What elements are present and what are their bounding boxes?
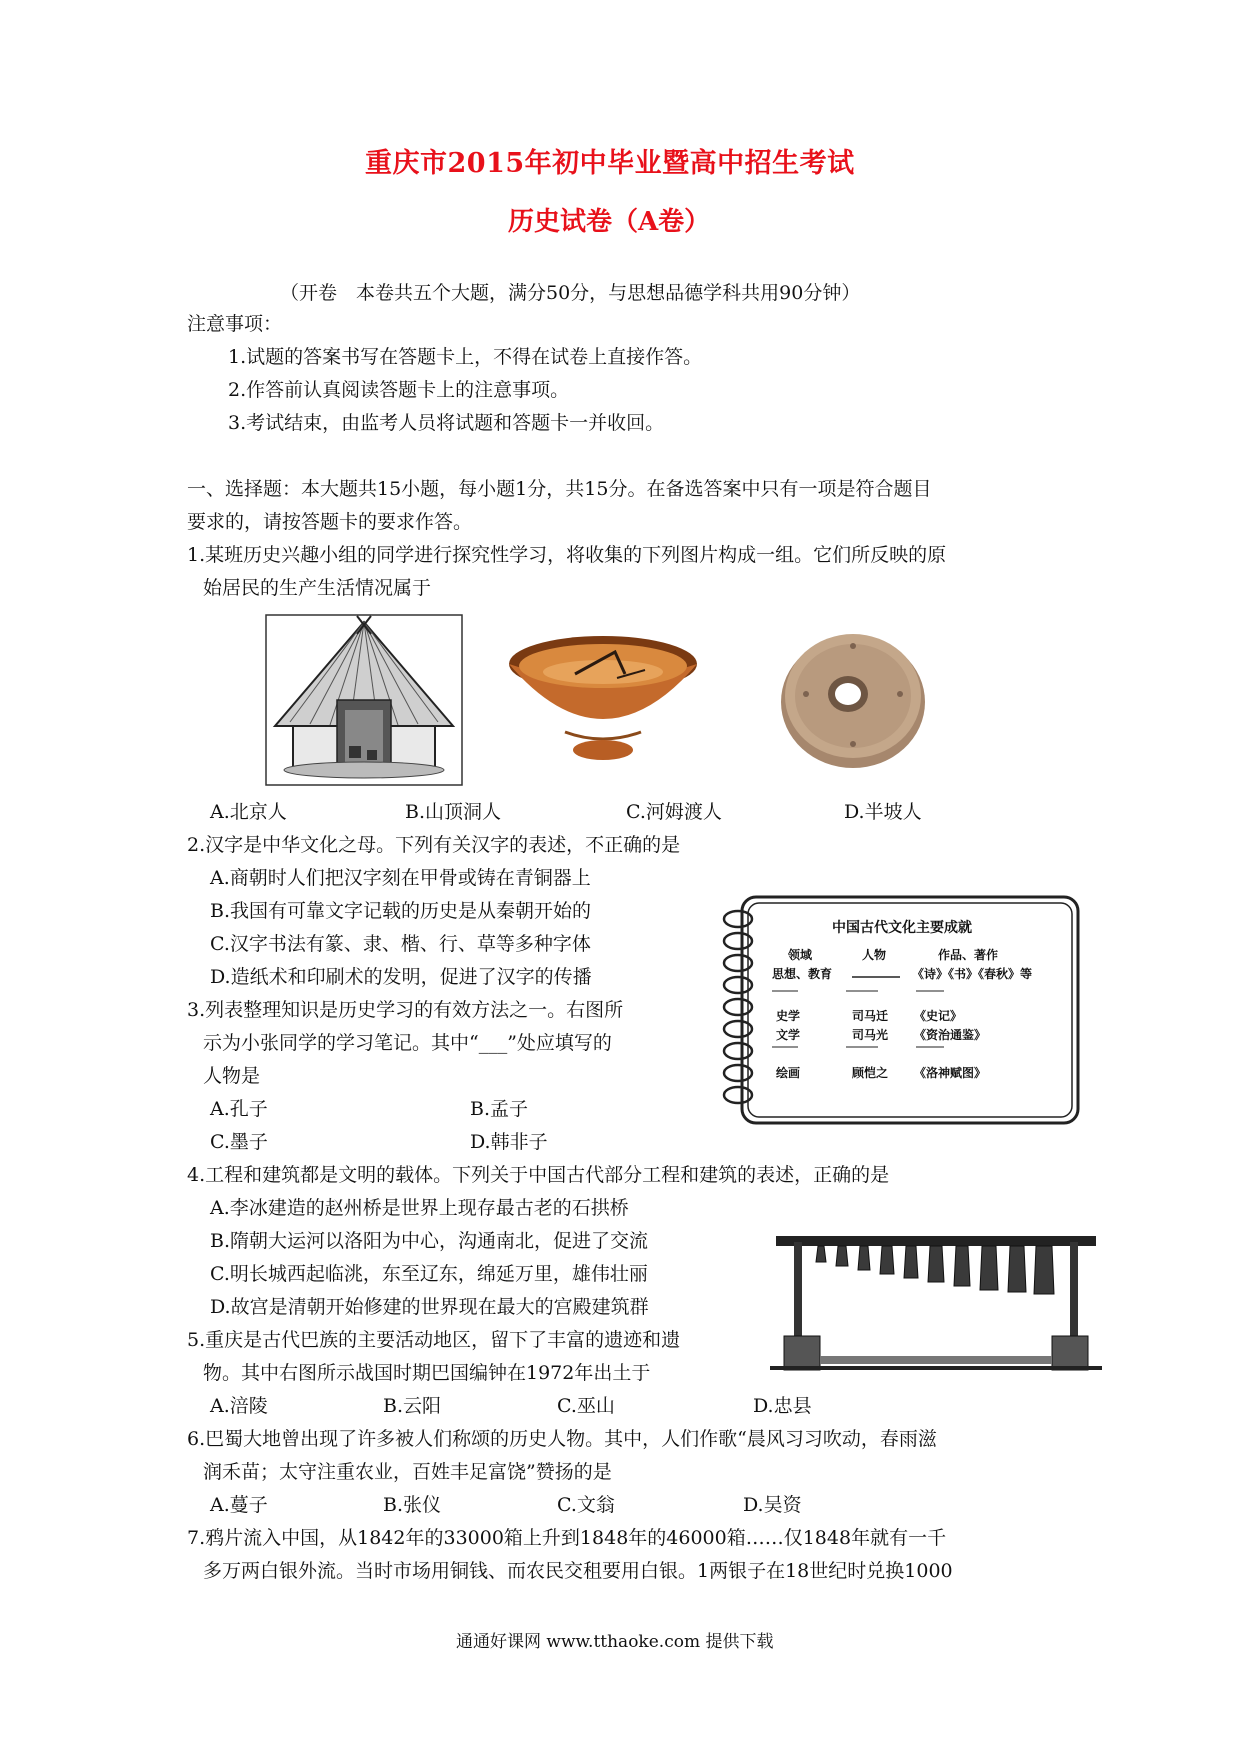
q1-option-a[interactable]: A.北京人 xyxy=(210,801,287,823)
section-instructions: 一、选择题：本大题共15小题，每小题1分，共15分。在备选答案中只有一项是符合题目 xyxy=(187,478,932,500)
q1-option-b[interactable]: B.山顶洞人 xyxy=(405,801,502,823)
notebook-col-field: 领域 xyxy=(788,948,813,962)
q1-option-c[interactable]: C.河姆渡人 xyxy=(626,801,722,823)
exam-info: （开卷 本卷共五个大题，满分50分，与思想品德学科共用90分钟） xyxy=(280,282,861,304)
notebook-col-work: 作品、著作 xyxy=(938,948,999,962)
q5-stem: 5.重庆是古代巴族的主要活动地区，留下了丰富的遗迹和遗 xyxy=(187,1329,681,1351)
notebook-row-work: 《史记》 xyxy=(914,1009,963,1023)
pottery-bowl-figure xyxy=(505,634,701,774)
q6-stem: 6.巴蜀大地曾出现了许多被人们称颂的历史人物。其中，人们作歌“晨风习习吹动，春雨滋 xyxy=(187,1428,937,1450)
q6-stem-cont: 润禾苗；太守注重农业，百姓丰足富饶”赞扬的是 xyxy=(203,1461,612,1483)
notebook-row-field: 绘画 xyxy=(776,1066,801,1080)
footer-source: 通通好课网 www.tthaoke.com 提供下载 xyxy=(456,1632,774,1652)
q3-stem-end: 人物是 xyxy=(203,1065,261,1087)
q4-option-d[interactable]: D.故宫是清朝开始修建的世界现在最大的宫殿建筑群 xyxy=(210,1296,649,1318)
notebook-row-work: 《诗》《书》《春秋》等 xyxy=(912,967,1033,981)
q1-stem: 1.某班历史兴趣小组的同学进行探究性学习，将收集的下列图片构成一组。它们所反映的原 xyxy=(187,544,947,566)
notebook-row-person: 司马迁 xyxy=(852,1009,889,1023)
spindle-whorl-figure xyxy=(778,624,928,772)
q5-option-c[interactable]: C.巫山 xyxy=(557,1395,615,1417)
notebook-row-work: 《洛神赋图》 xyxy=(914,1066,987,1080)
notebook-row-field: 史学 xyxy=(776,1009,801,1023)
q3-option-a[interactable]: A.孔子 xyxy=(210,1098,268,1120)
q4-option-b[interactable]: B.隋朝大运河以洛阳为中心，沟通南北，促进了交流 xyxy=(210,1230,649,1252)
notice-item: 3.考试结束，由监考人员将试题和答题卡一并收回。 xyxy=(228,412,665,434)
q5-stem-cont: 物。其中右图所示战国时期巴国编钟在1972年出土于 xyxy=(203,1362,651,1384)
q1-stem-cont: 始居民的生产生活情况属于 xyxy=(203,577,432,599)
notebook-title: 中国古代文化主要成就 xyxy=(832,920,972,936)
q7-stem-cont: 多万两白银外流。当时市场用铜钱、而农民交租要用白银。1两银子在18世纪时兑换1000 xyxy=(203,1560,953,1582)
q2-option-b[interactable]: B.我国有可靠文字记载的历史是从秦朝开始的 xyxy=(210,900,592,922)
hut-figure xyxy=(265,614,463,786)
q2-option-c[interactable]: C.汉字书法有篆、隶、楷、行、草等多种字体 xyxy=(210,933,591,955)
q6-option-c[interactable]: C.文翁 xyxy=(557,1494,615,1516)
q5-option-b[interactable]: B.云阳 xyxy=(383,1395,442,1417)
notebook-row-person: 司马光 xyxy=(852,1028,889,1042)
section-instructions-cont: 要求的，请按答题卡的要求作答。 xyxy=(187,511,473,533)
q3-stem-cont xyxy=(203,1034,612,1053)
paper-subtitle: 历史试卷（A卷） xyxy=(508,207,711,237)
q6-option-d[interactable]: D.吴资 xyxy=(743,1494,802,1516)
notebook-col-person: 人物 xyxy=(862,948,887,962)
q4-option-c[interactable]: C.明长城西起临洮，东至辽东，绵延万里，雄伟壮丽 xyxy=(210,1263,648,1285)
q5-option-d[interactable]: D.忠县 xyxy=(753,1395,812,1417)
notebook-row-field: 思想、教育 xyxy=(772,967,833,981)
q3-stem: 3.列表整理知识是历史学习的有效方法之一。右图所 xyxy=(187,999,624,1021)
q4-stem: 4.工程和建筑都是文明的载体。下列关于中国古代部分工程和建筑的表述，正确的是 xyxy=(187,1164,890,1186)
notebook-row-field: 文学 xyxy=(776,1028,801,1042)
q7-stem: 7.鸦片流入中国，从1842年的33000箱上升到1848年的46000箱……仅1848年就有一千 xyxy=(187,1527,947,1549)
q2-option-a[interactable]: A.商朝时人们把汉字刻在甲骨或铸在青铜器上 xyxy=(210,867,591,889)
q3-stem-part-end: ”处应填写的 xyxy=(507,1032,612,1054)
q4-option-a[interactable]: A.李冰建造的赵州桥是世界上现存最古老的石拱桥 xyxy=(210,1197,629,1219)
q3-stem-part: 示为小张同学的学习笔记。其中“ xyxy=(203,1032,479,1054)
q6-option-b[interactable]: B.张仪 xyxy=(383,1494,442,1516)
q2-option-d[interactable]: D.造纸术和印刷术的发明，促进了汉字的传播 xyxy=(210,966,592,988)
bianzhong-bells-figure xyxy=(770,1228,1102,1372)
q2-stem: 2.汉字是中华文化之母。下列有关汉字的表述，不正确的是 xyxy=(187,834,681,856)
q3-blank: ___ xyxy=(478,1032,508,1054)
notice-item: 1.试题的答案书写在答题卡上，不得在试卷上直接作答。 xyxy=(228,346,703,368)
study-notebook-figure xyxy=(716,893,1084,1129)
exam-title: 重庆市2015年初中毕业暨高中招生考试 xyxy=(365,148,855,179)
notice-item: 2.作答前认真阅读答题卡上的注意事项。 xyxy=(228,379,570,401)
q6-option-a[interactable]: A.蔓子 xyxy=(210,1494,268,1516)
q3-option-c[interactable]: C.墨子 xyxy=(210,1131,268,1153)
q5-option-a[interactable]: A.涪陵 xyxy=(210,1395,268,1417)
q1-option-d[interactable]: D.半坡人 xyxy=(844,801,922,823)
q3-option-d[interactable]: D.韩非子 xyxy=(470,1131,548,1153)
q3-option-b[interactable]: B.孟子 xyxy=(470,1098,529,1120)
notebook-row-person: 顾恺之 xyxy=(852,1066,889,1080)
notice-heading: 注意事项： xyxy=(187,313,283,335)
notebook-row-work: 《资治通鉴》 xyxy=(914,1028,987,1042)
